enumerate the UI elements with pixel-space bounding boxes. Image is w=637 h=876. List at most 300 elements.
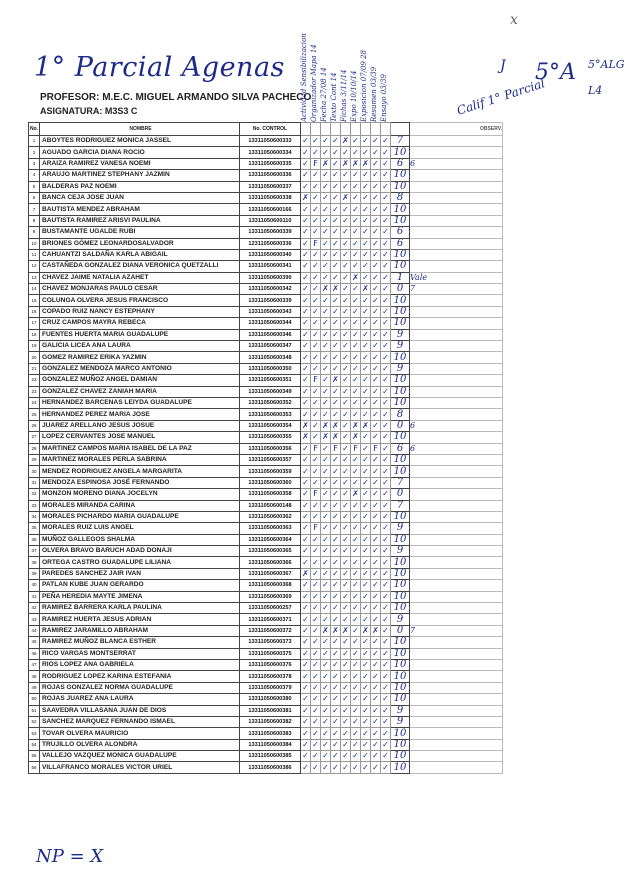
activity-mark: ✓ <box>312 136 319 146</box>
activity-mark: ✓ <box>342 238 349 248</box>
row-number: 5 <box>29 181 40 192</box>
control-number: 13311050600383 <box>240 728 301 739</box>
student-name: MUÑOZ GALLEGOS SHALMA <box>40 534 240 545</box>
student-name: MORALES PICHARDO MARIA GUADALUPE <box>40 511 240 522</box>
activity-mark: ✓ <box>352 728 359 738</box>
grade: 0 <box>391 625 410 636</box>
activity-mark: ✓ <box>382 557 389 567</box>
activity-mark: ✓ <box>352 375 359 385</box>
activity-mark: ✓ <box>332 352 339 362</box>
activity-mark: ✓ <box>372 694 379 704</box>
row-note <box>410 363 503 374</box>
column-heading <box>319 46 328 122</box>
header-extra: OBSERV. <box>410 123 503 136</box>
table-row <box>29 147 503 158</box>
table-row <box>29 739 503 750</box>
student-name: HERNANDEZ PEREZ MARIA JOSE <box>40 409 240 420</box>
control-number: 13311050600355 <box>240 432 301 443</box>
row-number: 25 <box>29 409 40 420</box>
activity-mark: ✓ <box>382 682 389 692</box>
column-heading <box>349 46 358 122</box>
grade: 10 <box>391 511 410 522</box>
grade: 10 <box>391 557 410 568</box>
activity-mark: ✓ <box>332 648 339 658</box>
student-name: ARAIZA RAMIREZ VANESA NOEMI <box>40 158 240 169</box>
row-note <box>410 409 503 420</box>
activity-mark: ✓ <box>302 489 309 499</box>
activity-mark: ✓ <box>332 215 339 225</box>
activity-mark: ✓ <box>382 284 389 294</box>
row-note <box>410 580 503 591</box>
grade: 9 <box>391 546 410 557</box>
activity-mark: ✗ <box>302 420 309 430</box>
row-number: 24 <box>29 397 40 408</box>
table-row <box>29 432 503 443</box>
row-number: 10 <box>29 238 40 249</box>
column-heading <box>299 33 308 122</box>
activity-mark: ✓ <box>352 523 359 533</box>
activity-mark: ✓ <box>382 158 389 168</box>
activity-mark: ✓ <box>322 717 329 727</box>
activity-mark: ✓ <box>342 751 349 761</box>
activity-mark: ✓ <box>302 603 309 613</box>
grade: 10 <box>391 147 410 158</box>
activity-mark: ✓ <box>332 193 339 203</box>
row-note <box>410 523 503 534</box>
row-number: 20 <box>29 352 40 363</box>
activity-mark: ✓ <box>372 284 379 294</box>
activity-mark: ✓ <box>362 671 369 681</box>
grades-table <box>28 122 503 774</box>
activity-mark: ✓ <box>352 193 359 203</box>
row-note: 6 <box>410 443 503 454</box>
activity-mark: ✓ <box>362 648 369 658</box>
activity-mark: ✓ <box>342 694 349 704</box>
row-note <box>410 694 503 705</box>
table-row <box>29 397 503 408</box>
activity-mark: ✓ <box>382 341 389 351</box>
column-heading <box>309 46 318 122</box>
activity-mark: ✓ <box>362 364 369 373</box>
row-number: 39 <box>29 568 40 579</box>
activity-mark: ✓ <box>302 648 309 658</box>
activity-mark: ✓ <box>332 272 339 282</box>
professor-line: PROFESOR: M.E.C. MIGUEL ARMANDO SILVA PACHECO <box>40 92 312 103</box>
activity-mark: ✓ <box>382 500 389 510</box>
activity-mark: ✓ <box>302 364 309 373</box>
student-name: LOPEZ CERVANTES JOSE MANUEL <box>40 432 240 443</box>
activity-mark: ✓ <box>302 215 309 225</box>
table-row <box>29 659 503 670</box>
row-note <box>410 432 503 443</box>
column-heading-text: Organizador Mapa 14 <box>310 44 318 122</box>
grade: 10 <box>391 397 410 408</box>
activity-mark: ✓ <box>372 466 379 476</box>
activity-mark: F <box>351 443 361 454</box>
handwritten-partial-note: Calif 1° Parcial <box>455 76 547 118</box>
activity-mark: ✓ <box>302 204 309 214</box>
activity-mark: ✓ <box>382 261 389 271</box>
table-row <box>29 534 503 545</box>
activity-mark: ✓ <box>342 364 349 373</box>
activity-mark: ✓ <box>342 409 349 419</box>
activity-mark: ✓ <box>342 762 349 772</box>
student-name: BUSTAMANTE UGALDE RUBI <box>40 227 240 238</box>
activity-mark: ✓ <box>362 204 369 214</box>
activity-mark: ✓ <box>322 546 329 556</box>
activity-mark: ✓ <box>322 261 329 271</box>
activity-mark: ✓ <box>322 455 329 465</box>
activity-mark: ✓ <box>372 136 379 146</box>
activity-mark: ✓ <box>382 523 389 533</box>
table-row <box>29 158 503 169</box>
table-row <box>29 215 503 226</box>
activity-mark: ✓ <box>322 705 329 715</box>
student-name: CASTAÑEDA GONZALEZ DIANA VERONICA QUETZALLI <box>40 261 240 272</box>
table-row <box>29 557 503 568</box>
grade: 10 <box>391 181 410 192</box>
row-note <box>410 215 503 226</box>
activity-mark: ✓ <box>342 284 349 294</box>
activity-mark: ✓ <box>322 352 329 362</box>
activity-mark: ✓ <box>362 375 369 385</box>
column-heading-text: Texto Cont 14 <box>330 72 338 122</box>
activity-mark: ✓ <box>372 455 379 465</box>
grade: 10 <box>391 694 410 705</box>
activity-mark: ✓ <box>362 136 369 146</box>
activity-mark: ✓ <box>352 717 359 727</box>
activity-mark: ✓ <box>352 227 359 237</box>
activity-mark: ✓ <box>382 375 389 385</box>
row-note: 6 <box>410 420 503 431</box>
activity-mark: ✓ <box>382 352 389 362</box>
row-note <box>410 306 503 317</box>
activity-mark: ✓ <box>322 614 329 624</box>
control-number: 13311050600372 <box>240 625 301 636</box>
activity-mark: ✓ <box>322 512 329 522</box>
activity-mark: ✓ <box>322 728 329 738</box>
row-number: 44 <box>29 625 40 636</box>
student-name: ROJAS JUAREZ ANA LAURA <box>40 694 240 705</box>
control-number: 13311050600343 <box>240 306 301 317</box>
activity-mark: ✓ <box>382 546 389 556</box>
activity-mark: ✓ <box>382 717 389 727</box>
student-name: AGUADO GARCIA DIANA ROCIO <box>40 147 240 158</box>
activity-mark: ✓ <box>312 637 319 647</box>
activity-mark: ✗ <box>352 489 359 499</box>
activity-mark: ✓ <box>352 477 359 487</box>
student-name: GOMEZ RAMIREZ ERIKA YAZMIN <box>40 352 240 363</box>
activity-mark: ✓ <box>362 272 369 282</box>
activity-mark: ✓ <box>332 181 339 191</box>
activity-mark: ✓ <box>312 546 319 556</box>
activity-mark: ✓ <box>302 637 309 647</box>
activity-mark: ✓ <box>372 569 379 579</box>
activity-mark: ✓ <box>332 477 339 487</box>
grade: 6 <box>391 443 410 454</box>
activity-mark: ✓ <box>382 477 389 487</box>
row-note <box>410 705 503 716</box>
activity-mark: ✓ <box>302 261 309 271</box>
activity-mark: ✓ <box>372 295 379 305</box>
student-name: MONZON MORENO DIANA JOCELYN <box>40 489 240 500</box>
activity-mark: ✓ <box>362 386 369 396</box>
control-number: 13311050600363 <box>240 523 301 534</box>
control-number: 13311050600353 <box>240 409 301 420</box>
activity-mark: ✓ <box>372 614 379 624</box>
activity-mark: ✓ <box>342 147 349 157</box>
activity-mark: ✓ <box>382 181 389 191</box>
table-row <box>29 682 503 693</box>
activity-mark: ✓ <box>302 170 309 180</box>
control-number: 13311050600334 <box>240 147 301 158</box>
row-note <box>410 500 503 511</box>
grade: 8 <box>391 192 410 203</box>
student-name: GALICIA LICEA ANA LAURA <box>40 341 240 352</box>
activity-mark: ✓ <box>312 648 319 658</box>
activity-mark: ✓ <box>372 705 379 715</box>
column-heading <box>329 46 338 122</box>
activity-mark: ✓ <box>382 625 389 635</box>
activity-mark: ✓ <box>362 546 369 556</box>
activity-mark: ✓ <box>342 341 349 351</box>
row-number: 42 <box>29 603 40 614</box>
activity-mark: ✓ <box>312 751 319 761</box>
row-note <box>410 511 503 522</box>
activity-mark: ✓ <box>312 307 319 317</box>
student-name: BALDERAS PAZ NOEMI <box>40 181 240 192</box>
activity-mark: ✓ <box>332 364 339 373</box>
row-number: 15 <box>29 295 40 306</box>
activity-mark: ✓ <box>332 147 339 157</box>
control-number: 13311050600339 <box>240 295 301 306</box>
activity-mark: ✓ <box>312 500 319 510</box>
column-heading-text: Ensayo 03/39 <box>380 74 388 122</box>
activity-mark: ✓ <box>362 307 369 317</box>
activity-mark: ✓ <box>372 170 379 180</box>
table-row <box>29 511 503 522</box>
activity-mark: ✓ <box>302 751 309 761</box>
activity-mark: ✓ <box>342 682 349 692</box>
activity-mark: ✓ <box>332 671 339 681</box>
activity-mark: ✓ <box>382 409 389 419</box>
activity-mark: ✓ <box>312 705 319 715</box>
activity-mark: ✓ <box>352 705 359 715</box>
activity-mark: ✗ <box>322 420 329 430</box>
control-number: 13311050600347 <box>240 341 301 352</box>
activity-mark: ✓ <box>332 660 339 670</box>
activity-mark: ✓ <box>322 557 329 567</box>
activity-mark: ✓ <box>362 512 369 522</box>
activity-mark: ✓ <box>332 694 339 704</box>
activity-mark: ✓ <box>382 591 389 601</box>
row-number: 35 <box>29 523 40 534</box>
student-name: VILLAFRANCO MORALES VICTOR URIEL <box>40 762 240 773</box>
activity-mark: ✓ <box>332 261 339 271</box>
activity-mark: ✓ <box>312 512 319 522</box>
control-number: 13311050600362 <box>240 511 301 522</box>
student-name: SANCHEZ MARQUEZ FERNANDO ISMAEL <box>40 716 240 727</box>
table-row <box>29 272 503 283</box>
activity-mark: ✓ <box>362 762 369 772</box>
activity-mark: ✗ <box>352 158 359 168</box>
row-number: 26 <box>29 420 40 431</box>
activity-mark: ✓ <box>332 136 339 146</box>
activity-mark: ✓ <box>362 455 369 465</box>
activity-mark: F <box>311 158 321 169</box>
grade: 10 <box>391 170 410 181</box>
activity-mark: ✓ <box>352 284 359 294</box>
grade: 10 <box>391 739 410 750</box>
row-number: 16 <box>29 306 40 317</box>
row-note <box>410 329 503 340</box>
activity-mark: ✓ <box>332 614 339 624</box>
table-row <box>29 318 503 329</box>
row-note <box>410 238 503 249</box>
activity-mark: ✓ <box>372 193 379 203</box>
activity-mark: ✓ <box>302 717 309 727</box>
activity-mark: ✓ <box>342 614 349 624</box>
table-row <box>29 261 503 272</box>
student-name: BANCA CEJA JOSE JUAN <box>40 192 240 203</box>
activity-mark: ✓ <box>322 136 329 146</box>
activity-mark: ✓ <box>302 728 309 738</box>
activity-mark: ✓ <box>322 204 329 214</box>
activity-mark: ✓ <box>382 762 389 772</box>
grade: 10 <box>391 648 410 659</box>
activity-mark: ✓ <box>322 227 329 237</box>
activity-mark: ✓ <box>302 455 309 465</box>
row-number: 1 <box>29 136 40 147</box>
row-number: 52 <box>29 716 40 727</box>
activity-mark: ✗ <box>352 420 359 430</box>
row-note <box>410 568 503 579</box>
row-number: 19 <box>29 341 40 352</box>
student-name: BAUTISTA MENDEZ ABRAHAM <box>40 204 240 215</box>
activity-mark: ✓ <box>322 307 329 317</box>
table-row <box>29 489 503 500</box>
activity-mark: ✓ <box>322 477 329 487</box>
student-name: COLUNGA OLVERA JESUS FRANCISCO <box>40 295 240 306</box>
activity-mark: ✓ <box>362 238 369 248</box>
activity-mark: ✓ <box>302 739 309 749</box>
column-heading-text: Fecha 27/08 14 <box>320 67 328 122</box>
activity-mark: ✓ <box>342 455 349 465</box>
row-note <box>410 204 503 215</box>
activity-mark: ✗ <box>302 193 309 203</box>
grade: 9 <box>391 329 410 340</box>
row-note: 7 <box>410 625 503 636</box>
activity-mark: ✓ <box>322 739 329 749</box>
control-number: 13311050600365 <box>240 546 301 557</box>
activity-mark: ✓ <box>312 284 319 294</box>
student-name: BRIONES GÓMEZ LEONARDOSALVADOR <box>40 238 240 249</box>
activity-mark: ✓ <box>302 694 309 704</box>
control-number: 13311050600340 <box>240 249 301 260</box>
row-note: 7 <box>410 284 503 295</box>
activity-mark: ✓ <box>322 637 329 647</box>
activity-mark: ✓ <box>322 762 329 772</box>
activity-mark: ✓ <box>372 147 379 157</box>
activity-mark: ✓ <box>302 546 309 556</box>
activity-mark: ✗ <box>362 420 369 430</box>
row-note <box>410 170 503 181</box>
grade: 10 <box>391 682 410 693</box>
activity-mark: ✗ <box>332 420 339 430</box>
activity-mark: ✓ <box>362 215 369 225</box>
activity-mark: ✓ <box>312 352 319 362</box>
activity-mark: ✓ <box>312 341 319 351</box>
row-note: 6 <box>410 158 503 169</box>
activity-mark: ✓ <box>302 375 309 385</box>
activity-mark: ✓ <box>362 580 369 590</box>
activity-mark: ✓ <box>382 318 389 328</box>
row-note <box>410 716 503 727</box>
activity-mark: ✓ <box>342 591 349 601</box>
activity-mark: ✓ <box>372 386 379 396</box>
row-note <box>410 147 503 158</box>
grade: 8 <box>391 409 410 420</box>
activity-mark: ✓ <box>302 512 309 522</box>
table-row <box>29 136 503 147</box>
activity-mark: ✓ <box>382 739 389 749</box>
row-number: 6 <box>29 192 40 203</box>
activity-mark: ✓ <box>372 591 379 601</box>
grade: 9 <box>391 341 410 352</box>
activity-mark: ✓ <box>312 329 319 339</box>
activity-mark: ✓ <box>312 717 319 727</box>
row-note <box>410 192 503 203</box>
activity-mark: ✓ <box>362 181 369 191</box>
activity-mark: ✓ <box>362 591 369 601</box>
activity-mark: ✓ <box>332 238 339 248</box>
control-number: 13311050600384 <box>240 739 301 750</box>
activity-mark: ✓ <box>322 193 329 203</box>
activity-mark: ✓ <box>302 534 309 544</box>
control-number: 13311050600385 <box>240 751 301 762</box>
activity-mark: ✓ <box>322 660 329 670</box>
grade: 10 <box>391 591 410 602</box>
row-note <box>410 318 503 329</box>
activity-mark: ✓ <box>352 614 359 624</box>
activity-mark: ✓ <box>352 136 359 146</box>
row-note <box>410 181 503 192</box>
activity-mark: ✓ <box>352 307 359 317</box>
activity-mark: ✓ <box>322 215 329 225</box>
activity-mark: ✓ <box>332 170 339 180</box>
activity-mark: ✓ <box>382 694 389 704</box>
control-number: 13311050600110 <box>240 215 301 226</box>
activity-mark: ✓ <box>372 523 379 533</box>
activity-mark: ✓ <box>382 272 389 282</box>
activity-mark: ✓ <box>362 295 369 305</box>
control-number: 13311050600376 <box>240 659 301 670</box>
grade: 10 <box>391 728 410 739</box>
subject-line: ASIGNATURA: M3S3 C <box>40 106 138 116</box>
activity-mark: ✗ <box>322 625 329 635</box>
activity-mark: ✓ <box>332 557 339 567</box>
activity-mark: ✓ <box>372 546 379 556</box>
row-number: 7 <box>29 204 40 215</box>
grade: 7 <box>391 136 410 147</box>
activity-mark: ✓ <box>372 739 379 749</box>
column-heading <box>359 46 368 122</box>
activity-mark: ✓ <box>382 307 389 317</box>
row-note: Vale <box>410 272 503 283</box>
control-number: 13311050600350 <box>240 363 301 374</box>
activity-mark: ✓ <box>312 739 319 749</box>
activity-mark: ✓ <box>302 295 309 305</box>
